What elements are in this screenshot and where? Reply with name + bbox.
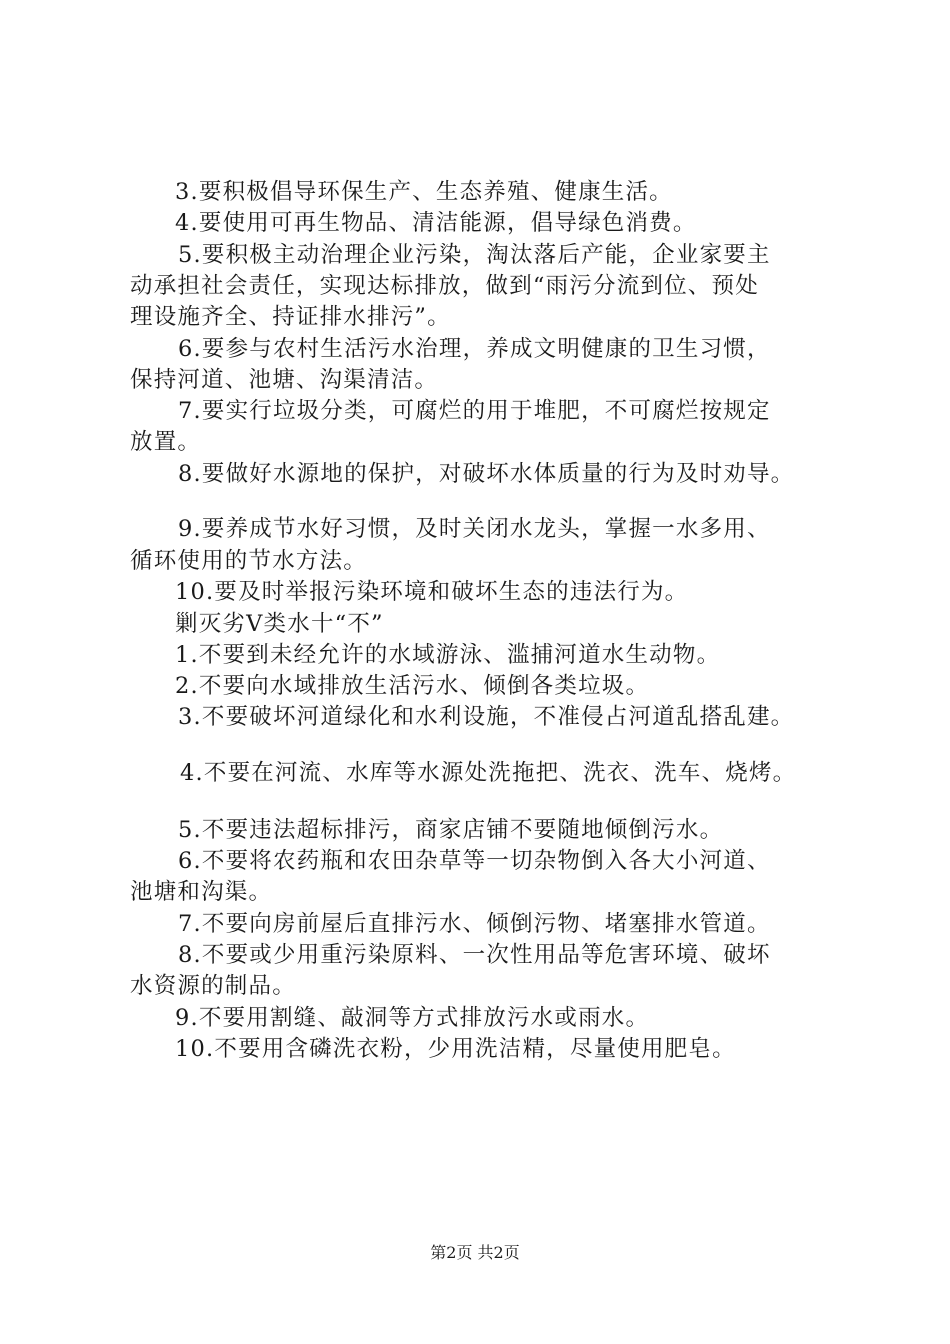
- paragraph-line: 5.不要违法超标排污，商家店铺不要随地倾倒污水。: [178, 817, 724, 843]
- paragraph-line: 1.不要到未经允许的水域游泳、滥捕河道水生动物。: [175, 642, 721, 668]
- paragraph-line: 10.不要用含磷洗衣粉，少用洗洁精，尽量使用肥皂。: [175, 1036, 736, 1062]
- paragraph-line: 池塘和沟渠。: [130, 879, 273, 905]
- paragraph-line: 4.要使用可再生物品、清洁能源，倡导绿色消费。: [175, 210, 697, 236]
- paragraph-line: 8.不要或少用重污染原料、一次性用品等危害环境、破坏: [178, 942, 771, 968]
- paragraph-line: 7.要实行垃圾分类，可腐烂的用于堆肥，不可腐烂按规定: [178, 398, 771, 424]
- paragraph-line: 动承担社会责任，实现达标排放，做到“雨污分流到位、预处: [130, 273, 759, 299]
- paragraph-line: 10.要及时举报污染环境和破坏生态的违法行为。: [175, 579, 689, 605]
- paragraph-line: 放置。: [130, 429, 202, 455]
- paragraph-line: 3.要积极倡导环保生产、生态养殖、健康生活。: [175, 179, 673, 205]
- paragraph-line: 9.要养成节水好习惯，及时关闭水龙头，掌握一水多用、: [178, 516, 771, 542]
- paragraph-line: 循环使用的节水方法。: [130, 548, 368, 574]
- paragraph-line: 2.不要向水域排放生活污水、倾倒各类垃圾。: [175, 673, 650, 699]
- paragraph-line: 8.要做好水源地的保护，对破坏水体质量的行为及时劝导。: [178, 461, 795, 487]
- paragraph-line: 6.要参与农村生活污水治理，养成文明健康的卫生习惯，: [178, 336, 771, 362]
- paragraph-line: 3.不要破坏河道绿化和水利设施，不准侵占河道乱搭乱建。: [178, 704, 795, 730]
- paragraph-line: 水资源的制品。: [130, 973, 296, 999]
- paragraph-line: 9.不要用割缝、敲洞等方式排放污水或雨水。: [175, 1005, 650, 1031]
- paragraph-line: 6.不要将农药瓶和农田杂草等一切杂物倒入各大小河道、: [178, 848, 771, 874]
- page-footer: 第2页 共2页: [430, 1243, 520, 1262]
- paragraph-line: 5.要积极主动治理企业污染，淘汰落后产能，企业家要主: [178, 242, 771, 268]
- paragraph-line: 7.不要向房前屋后直排污水、倾倒污物、堵塞排水管道。: [178, 911, 771, 937]
- paragraph-line: 保持河道、池塘、沟渠清洁。: [130, 367, 439, 393]
- section-heading: 剿灭劣Ⅴ类水十“不”: [175, 611, 384, 637]
- paragraph-line: 理设施齐全、持证排水排污”。: [130, 304, 451, 330]
- paragraph-line: 4.不要在河流、水库等水源处洗拖把、洗衣、洗车、烧烤。: [180, 760, 797, 786]
